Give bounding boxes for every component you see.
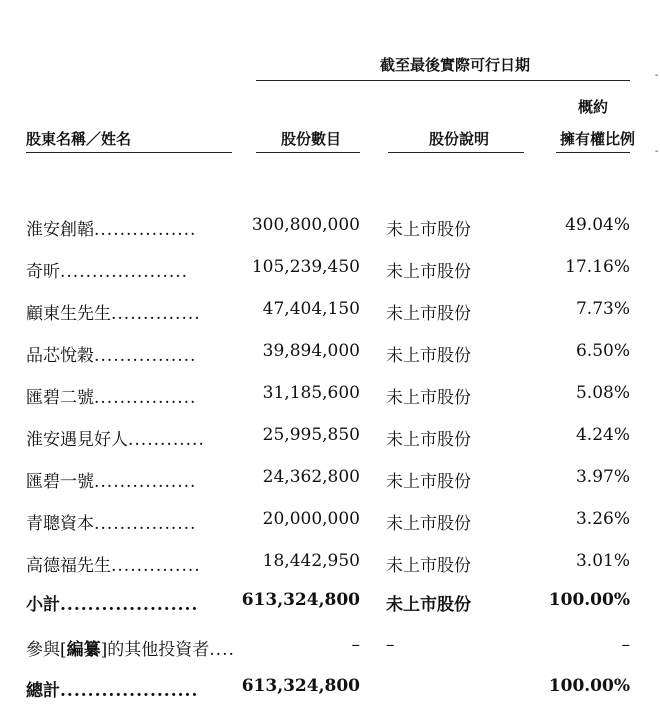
name-header-rule [26,152,232,153]
shareholder-name: 顧東生先生.............. [26,304,201,324]
pct-header-line2: 擁有權比例 [560,130,636,148]
others-name: 參與[編纂]的其他投資者.... [26,640,235,660]
shares-count: 25,995,850 [262,425,360,445]
subtotal-desc: 未上市股份 [386,595,471,615]
ownership-percent: 49.04% [565,215,630,235]
shares-count: 300,800,000 [251,215,360,235]
shares-count: 20,000,000 [262,509,360,529]
share-description: 未上市股份 [386,556,471,576]
ownership-percent: 3.01% [575,551,630,571]
total-pct: 100.00% [548,676,630,696]
shares-count: 24,362,800 [262,467,360,487]
pct-header-line1: 概約 [578,98,609,116]
share-description: 未上市股份 [386,514,471,534]
desc-header-rule [388,152,524,153]
ownership-percent: 4.24% [575,425,630,445]
others-shares: – [351,635,360,655]
shareholder-name: 淮安遇見好人............ [26,430,205,450]
ownership-percent: 17.16% [565,257,630,277]
shares-count: 47,404,150 [262,299,360,319]
shareholder-name: 淮安創韜................ [26,220,197,240]
shareholder-name: 匯碧二號................ [26,388,197,408]
share-description: 未上市股份 [386,304,471,324]
name-header: 股東名稱／姓名 [26,130,132,148]
others-pct: – [621,635,630,655]
ownership-percent: 3.26% [575,509,630,529]
shareholder-name: 品芯悅穀................ [26,346,197,366]
ownership-percent: 3.97% [575,467,630,487]
period-rule [256,80,630,81]
shares-count: 39,894,000 [262,341,360,361]
edge-mark-mid: - [655,146,659,157]
subtotal-pct: 100.00% [548,590,630,610]
share-description: 未上市股份 [386,388,471,408]
shareholder-name: 奇昕.................... [26,262,189,282]
desc-header: 股份說明 [429,130,490,148]
share-description: 未上市股份 [386,220,471,240]
others-desc: – [386,635,395,655]
share-description: 未上市股份 [386,346,471,366]
share-description: 未上市股份 [386,262,471,282]
edge-mark-top: - [655,70,659,81]
period-header: 截至最後實際可行日期 [380,56,531,74]
shareholder-name: 高德福先生.............. [26,556,201,576]
ownership-percent: 7.73% [575,299,630,319]
shareholder-name: 青聰資本................ [26,514,197,534]
shares-header: 股份數目 [281,130,342,148]
total-shares: 613,324,800 [241,676,360,696]
ownership-percent: 5.08% [575,383,630,403]
subtotal-shares: 613,324,800 [241,590,360,610]
pct-header-rule [556,152,630,153]
share-description: 未上市股份 [386,472,471,492]
shares-header-rule [256,152,360,153]
share-description: 未上市股份 [386,430,471,450]
shares-count: 31,185,600 [262,383,360,403]
ownership-percent: 6.50% [575,341,630,361]
total-name: 總計.................... [26,681,199,701]
shares-count: 18,442,950 [262,551,360,571]
shares-count: 105,239,450 [251,257,360,277]
shareholder-name: 匯碧一號................ [26,472,197,492]
subtotal-name: 小計.................... [26,595,199,615]
